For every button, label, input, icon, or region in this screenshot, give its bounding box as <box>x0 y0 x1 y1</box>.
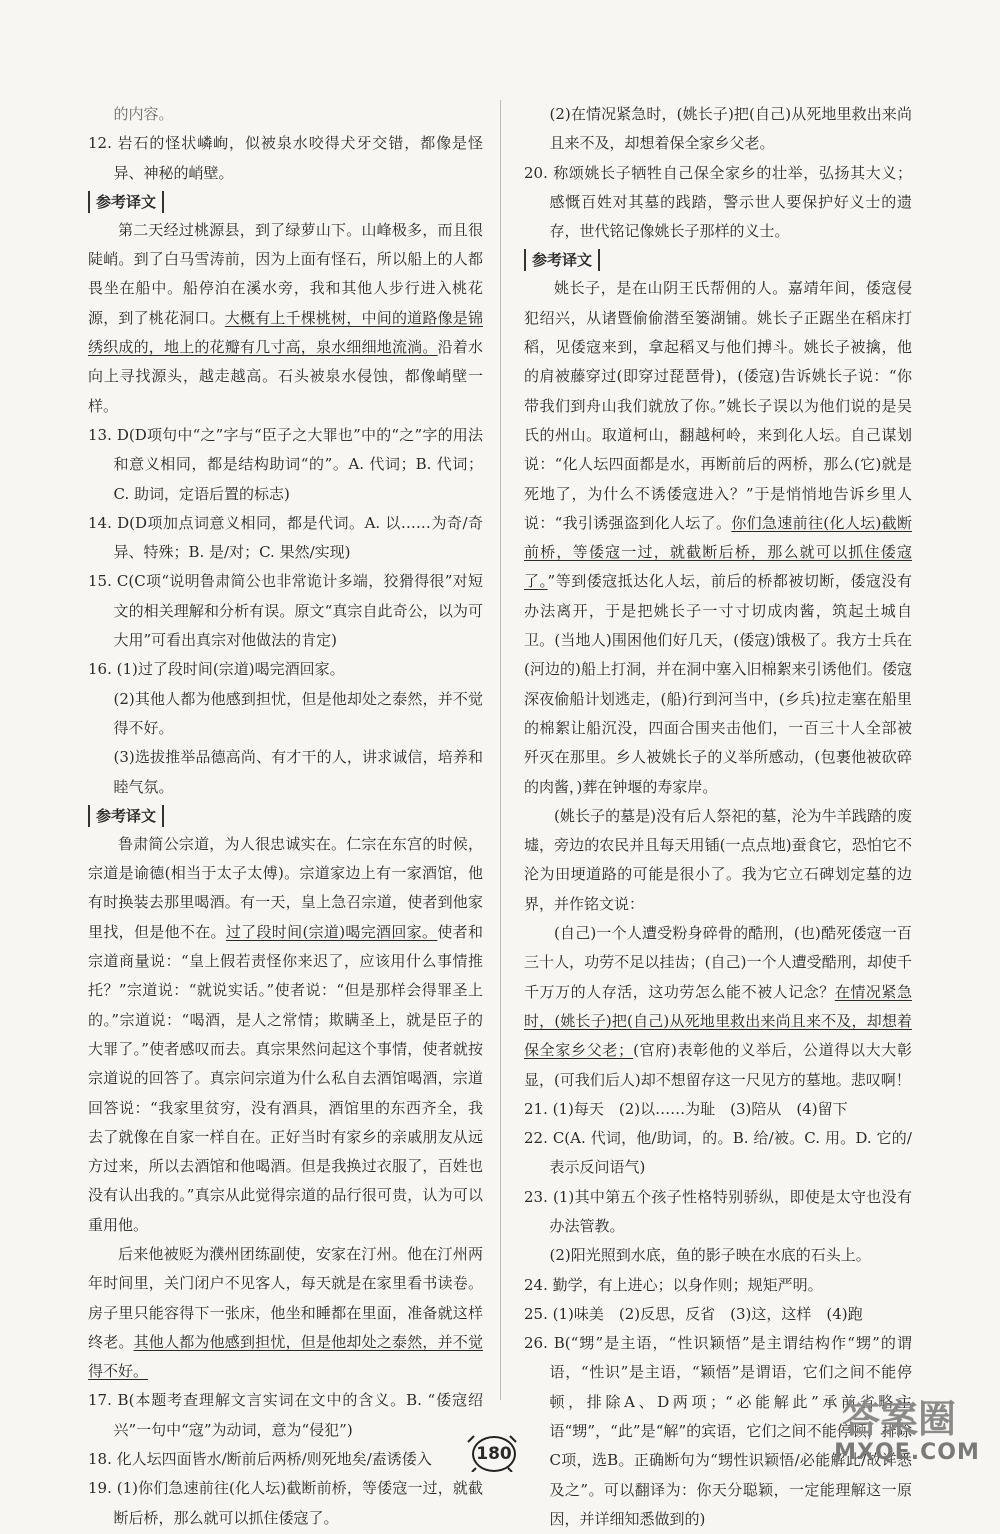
answer-item: 22. C(A. 代词，他/助词，的。B. 给/被。C. 用。D. 它的/表示反问语气) <box>524 1129 912 1177</box>
text-span: 沿着水向上寻找源头，越走越高。石头被泉水侵蚀，都像峭壁一样。 <box>88 338 483 415</box>
underlined-text: 过了段时间(宗道)喝完酒回家。 <box>225 922 438 941</box>
answer-item: 26. B(“甥”是主语，“性识颖悟”是主谓结构作“甥”的谓语，“性识”是主语，“颖悟”是谓语，它们之间不能停顿，排除A、D两项；“必能解此”承前省略主语“甥”，“此”是“解”的宾语，它们之间不能停顿，排除C项，选B。正确断句为“甥性识颖悟/必能解此/故详悉及之”。可以翻译为：你天分聪颖，一定能理解这一原因，并详细知悉做到的) <box>524 1334 912 1528</box>
text-span: 使者和宗道商量说：“皇上假若责怪你来迟了，应该用什么事情推托？”宗道说：“就说实话。”使者说：“但是那样会得罪圣上的。”宗道说：“喝酒，是人之常情；欺瞒圣上，就是臣子的大罪了。”使者感叹而去。真宗果然问起这个事情，使者就按宗道说的回答了。真宗问宗道为什么私自去酒馆喝酒，宗道回答说：“我家里贫穷，没有酒具，酒馆里的东西齐全，我去了就像在自家一样自在。正好当时有家乡的亲戚朋友从远方过来，所以去酒馆和他喝酒。但是我换过衣服了，百姓也没有认出我的。”真宗从此觉得宗道的品行很可贵，认为可以重用他。 <box>88 922 483 1234</box>
underlined-text: 你们急速前往(化人坛)截断前桥，等倭寇一过，就截断后桥，那么就可以抓住倭寇了。 <box>524 513 912 591</box>
answer-item: 21. (1)每天 (2)以……为耻 (3)陪从 (4)留下 <box>524 1099 848 1118</box>
underlined-text: 大概有上千棵桃树，中间的道路像是锦绣织成的，地上的花瓣有几寸高，泉水细细地流淌。 <box>88 308 483 357</box>
text-span: (官府)表彰他的义举后，公道得以大大彰显，(可我们后人)却不想留存这一尺见方的墓地。悲叹啊！ <box>524 1041 912 1089</box>
answer-item: 25. (1)味美 (2)反思，反省 (3)这，这样 (4)跑 <box>524 1304 863 1323</box>
translation-paragraph <box>88 1240 483 1386</box>
answer-subitem: (2)在情况紧急时，(姚长子)把(自己)从死地里救出来尚且来不及，却想着保全家乡父老。 <box>549 105 912 153</box>
left-column <box>88 100 483 1533</box>
text-span: ”等到倭寇抵达化人坛，前后的桥都被切断，倭寇没有办法离开，于是把姚长子一寸寸切成肉酱，筑起土城自卫。(当地人)围困他们好几天，(倭寇)饿极了。我方士兵在(河边的)船上打洞，并在洞中塞入旧棉絮来引诱他们。倭寇深夜偷船计划逃走，(船)行到河当中，(乡兵)拉走塞在船里的棉絮让船沉没，四面合围夹击他们，一百三十人全部被歼灭在那里。乡人被姚长子的义举所感动，(包裹他被砍碎的肉酱，)葬在钟堰的寿家岸。 <box>524 572 912 796</box>
answer-subitem: (3)选拔推举品德高尚、有才干的人，讲求诚信，培养和睦气氛。 <box>113 748 483 796</box>
answer-item: 24. 勤学，有上进心；以身作则；规矩严明。 <box>524 1275 823 1294</box>
answer-subitem: (2)其他人都为他感到担忧，但是他却处之泰然，并不觉得不好。 <box>113 689 483 737</box>
answer-item: 15. C(C项“说明鲁肃简公也非常诡计多端，狡猾得很”对短文的相关理解和分析有误。原文“真宗自此奇公，以为可大用”可看出真宗对他做法的肯定) <box>88 572 483 650</box>
section-heading: 参考译文 <box>88 805 164 827</box>
answer-item: 18. 化人坛四面皆水/断前后两桥/则死地矣/盍诱倭入 <box>88 1450 432 1469</box>
translation-paragraph <box>524 919 912 1095</box>
underlined-text: 其他人都为他感到担忧，但是他却处之泰然，并不觉得不好。 <box>88 1332 483 1381</box>
text-span: 姚长子，是在山阴王氏帮佣的人。嘉靖年间，倭寇侵犯绍兴，从诸暨偷偷潜至篓湖铺。姚长子正踞坐在稻床打稻，见倭寇来到，拿起稻叉与他们搏斗。姚长子被擒，他的肩被藤穿过(即穿过琵琶骨)，(倭寇)告诉姚长子说：“你带我们到舟山我们就放了你。”姚长子误以为他们说的是吴氏的州山。取道柯山，翻越柯岭，来到化人坛。自己谋划说：“化人坛四面都是水，再断前后的两桥，那么(它)就是死地了，为什么不诱倭寇进入？”于是悄悄地告诉乡里人说：“我引诱强盗到化人坛了。 <box>524 279 912 532</box>
page-number-badge <box>462 1432 522 1472</box>
answer-item: 16. (1)过了段时间(宗道)喝完酒回家。 <box>88 660 345 679</box>
answer-item: 12. 岩石的怪状嶙峋，似被泉水咬得犬牙交错，都像是怪异、神秘的峭壁。 <box>88 134 483 182</box>
answer-item: 14. D(D项加点词意义相同，都是代词。A. 以……为奇/奇异、特殊；B. 是/对；C. 果然/实现) <box>88 513 483 562</box>
watermark <box>832 1388 982 1478</box>
text-span: 鲁肃简公宗道，为人很忠诚实在。仁宗在东宫的时候，宗道是谕德(相当于太子太傅)。宗道家边上有一家酒馆，他有时换装去那里喝酒。有一天，皇上急召宗道，使者到他家里找，但是他不在。 <box>88 834 483 941</box>
text-span: 后来他被贬为濮州团练副使，安家在汀州。他在汀州两年时间里，关门闭户不见客人，每天就是在家里看书读卷。房子里只能容得下一张床，他坐和睡都在里面，准备就这样终老。 <box>88 1244 483 1351</box>
translation-paragraph: (姚长子的墓是)没有后人祭祀的墓，沦为牛羊践踏的废墟，旁边的农民并且每天用锸(一点点地)蚕食它，恐怕它不沦为田埂道路的可能是很小了。我为它立石碑划定墓的边界，并作铭文说： <box>524 806 912 913</box>
watermark-text: MXQE.COM <box>834 1440 980 1465</box>
watermark-logo: 答案圈 <box>842 1397 957 1441</box>
answer-item: 19. (1)你们急速前往(化人坛)截断前桥，等倭寇一过，就截断后桥，那么就可以抓住倭寇了。 <box>88 1479 483 1527</box>
right-column <box>524 100 912 1534</box>
translation-paragraph <box>88 216 483 421</box>
answer-item: 20. 称颂姚长子牺牲自己保全家乡的壮举，弘扬其大义；感慨百姓对其墓的践踏，警示世人要保护好义士的遗存，世代铭记像姚长子那样的义士。 <box>524 163 912 241</box>
answer-item: 13. D(D项句中“之”字与“臣子之大罪也”中的“之”字的用法和意义相同，都是结构助词“的”。A. 代词；B. 代词；C. 助词，定语后置的标志) <box>88 425 483 503</box>
text-span: (自己)一个人遭受粉身碎骨的酷刑，(也)酷死倭寇一百三十人，功劳不足以挂齿；(自己)一个人遭受酷刑，却使千千万万的人存活，这功劳怎么能不被人记念？ <box>524 924 912 1001</box>
section-heading: 参考译文 <box>524 249 600 271</box>
translation-paragraph <box>88 830 483 1240</box>
page-number: 180 <box>472 1436 516 1472</box>
answer-item: 23. (1)其中第五个孩子性格特别骄纵，即使是太守也没有办法管教。 <box>524 1187 912 1235</box>
text-span: 第二天经过桃源县，到了绿萝山下。山峰极多，而且很陡峭。到了白马雪涛前，因为上面有怪石，所以船上的人都畏坐在船中。船停泊在溪水旁，我和其他人步行进入桃花源，到了桃花洞口。 <box>88 220 483 327</box>
section-heading: 参考译文 <box>88 191 164 213</box>
underlined-text: 在情况紧急时，(姚长子)把(自己)从死地里救出来尚且来不及，却想着保全家乡父老； <box>524 982 912 1060</box>
answer-item: 17. B(本题考查理解文言实词在文中的含义。B. “倭寇绍兴”一句中“寇”为动词，意为“侵犯”) <box>88 1391 483 1439</box>
text-line: 的内容。 <box>113 105 174 123</box>
column-divider <box>500 100 501 1400</box>
answer-subitem: (2)阳光照到水底，鱼的影子映在水底的石头上。 <box>549 1246 871 1265</box>
translation-paragraph <box>524 274 912 801</box>
